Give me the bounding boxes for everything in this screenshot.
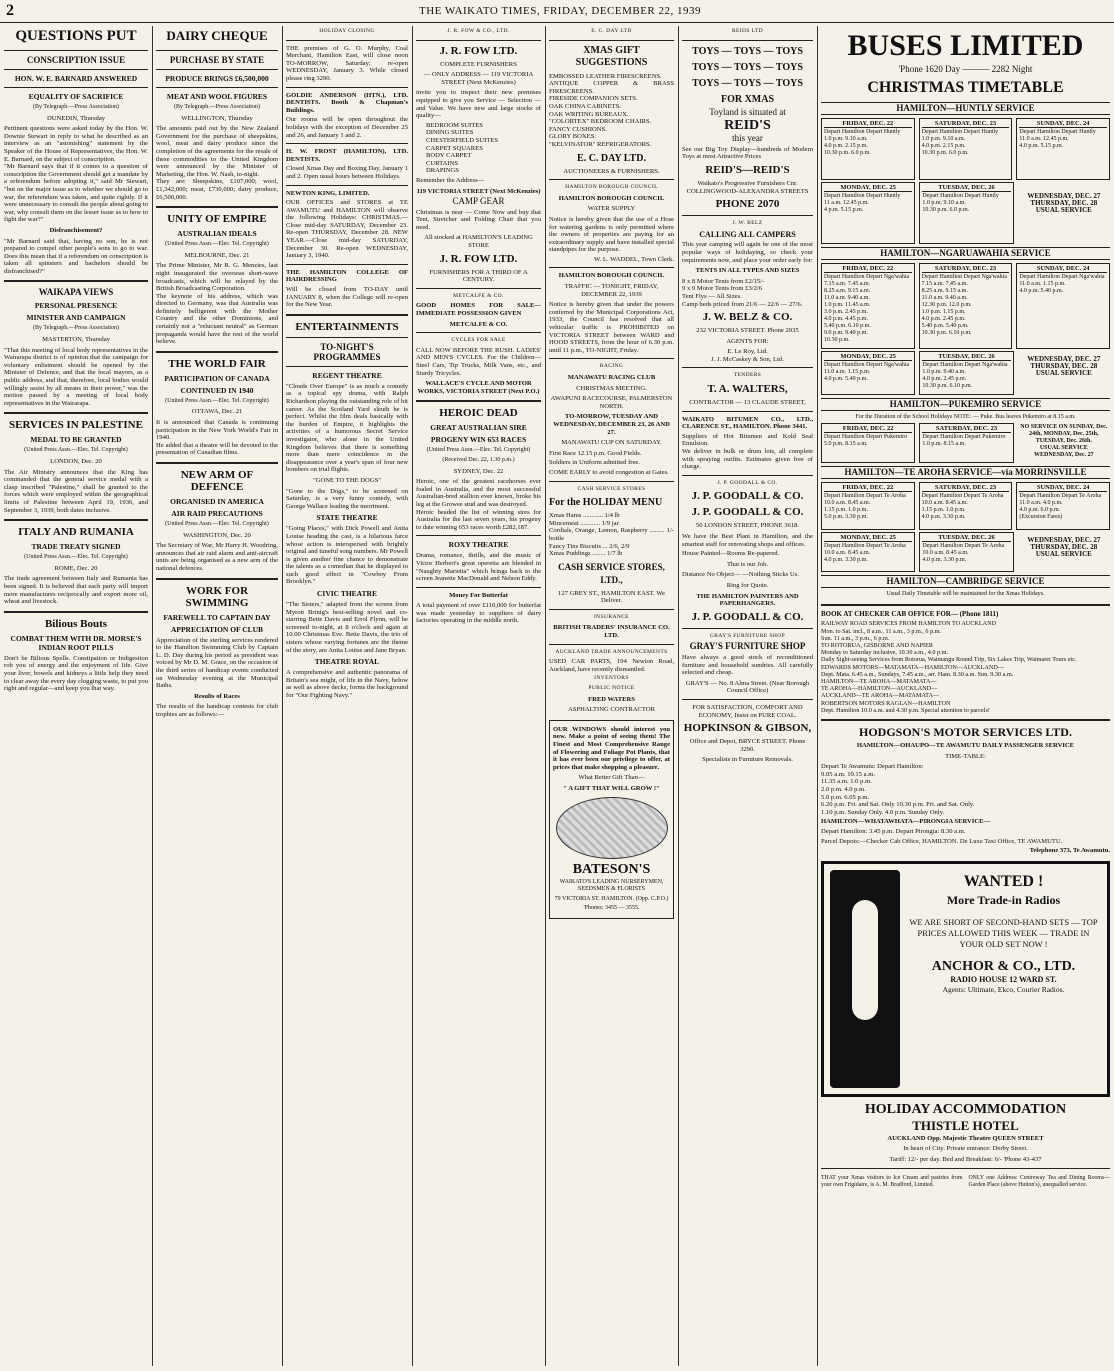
bateson-gift: " A GIFT THAT WILL GROW !" (563, 784, 660, 792)
byline: (By Telegraph.—Press Association) (33, 325, 119, 332)
borough-title: HAMILTON BOROUGH COUNCIL (558, 272, 665, 280)
byline: (United Press Assn.—Elec. Tel. Copyright) (426, 447, 531, 454)
radio-ad (821, 861, 1110, 1097)
buses-limited: BUSES LIMITED (847, 29, 1084, 62)
radio-body: WE ARE SHORT OF SECOND-HAND SETS — TOP PRICES ALLOWED THIS WEEK — TRADE IN YOUR OLD SET NOW ! (909, 916, 1098, 949)
timetable-note: WEDNESDAY, DEC. 27 THURSDAY, DEC. 28 USUAL SERVICE (1027, 354, 1101, 377)
timetable-cell: MONDAY, DEC. 25 Depart Hamilton Depart Nga'wahia 11.0 a.m. 1.15 p.m. 4.0 p.m. 5.40 p.m. (821, 351, 915, 395)
pound-sign-graphic (830, 870, 900, 1088)
hodgson-sub: HAMILTON—OHAUPO—TE AWAMUTU DAILY PASSENGER SERVICE (856, 742, 1075, 750)
water-supply: WATER SUPPLY (587, 205, 636, 213)
article-body: The Secretary of War, Mr Harry H. Woodring, announces that air raid alarm and anti-aircraft units are being organised as a new arm of the national defences. (156, 542, 278, 572)
timetable-cell: MONDAY, DEC. 25 Depart Hamilton Depart Te Aroha 10.0 a.m. 8.45 a.m. 4.0 p.m. 3.30 p.m. (821, 532, 915, 572)
ad-wallace: WALLACE'S CYCLE AND MOTOR WORKS, VICTORIA STREET (Next P.O.) (417, 380, 540, 395)
this-year: this year (732, 133, 763, 144)
subhead-regent: REGENT THEATRE (312, 370, 382, 380)
used-cars: USED CAR PARTS, 194 Newton Road, Auckland, have recently dismantled. (549, 658, 674, 673)
subhead-combat: COMBAT THEM WITH DR. MORSE'S INDIAN ROOT PILLS (10, 633, 142, 652)
subhead-equality: EQUALITY OF SACRIFICE (28, 92, 124, 101)
route-title: HAMILTON—NGARUAWAHIA SERVICE (821, 247, 1110, 260)
ad-camp-gear: CAMP GEAR (452, 196, 505, 207)
subhead-royal: THEATRE ROYAL (314, 657, 380, 667)
ad-goldie-title: GOLDIE ANDERSON (HTN.), LTD. DENTISTS. Booth & Chapman's Buildings. (286, 91, 408, 114)
headline-dairy: DAIRY CHEQUE (166, 28, 268, 43)
ad-stocked: All stocked at HAMILTON'S LEADING STORE (424, 234, 533, 250)
ad-newton-title: NEWTON KING, LIMITED. (286, 189, 370, 197)
fred-waters-sub: ASPHALTING CONTRACTOR (567, 706, 655, 714)
ad-label: INSURANCE (593, 613, 630, 620)
column-5 (545, 26, 678, 1366)
headline-world-fair: THE WORLD FAIR (168, 357, 266, 370)
ad-label: CASH SERVICE STORES (577, 485, 646, 492)
ad-label: J. R. FOW & CO., LTD. (447, 28, 510, 34)
dateline: DUNEDIN, Thursday (46, 114, 106, 122)
for-xmas: FOR XMAS (720, 93, 775, 105)
column-6 (678, 26, 817, 1366)
article-body: "Clouds Over Europe" is as much a comedy as a topical spy drama, with Ralph Richardson playing the outstanding role of hit career. As the Scotland Yard sleuth he is perfect. Whilst the film deals basically with the burden of Empire, it highlights the activities of a humorous Secret Service investigator, who alone in the United Kingdom believes that there is something more than mere coincidence in the disappearance over a year's span of four new bombers on trial flights. (286, 382, 408, 474)
byline: (United Press Assn.—Elec. Tel. Copyright) (165, 521, 269, 527)
subhead-state: STATE THEATRE (316, 513, 378, 523)
article-body: The Air Ministry announces that the King has commanded that the general service medal with a clasp inscribed "Palestine," shall be granted to the forces which were employed within the geographical limits of Palestine between April 19, 1936, and September 3, 1939, both dates inclusive. (4, 468, 148, 514)
tent-list: 8 x 8 Motor Tents from £2/15/- 9 x 9 Motor Tents from £3/2/6 Tent Flys — All Sizes. Camp beds priced from 21/6 — 22/6 — 27/6. (682, 277, 803, 308)
ad-frost-body: Closed Xmas Day and Boxing Day, January 1 and 2. Open usual hours between Holidays. (286, 165, 408, 180)
subhead-australian: AUSTRALIAN IDEALS (177, 229, 257, 239)
article-body: A comprehensive and authentic panorama of Britain's sea might, of life in the Navy, below as well as above decks, forms the background for "Our Fighting Navy." (286, 669, 408, 699)
goodall: J. P. GOODALL & CO. (691, 506, 804, 519)
subhead-appreciation: APPRECIATION OF CLUB (170, 624, 264, 634)
checker-body: RAILWAY ROAD SERVICES FROM HAMILTON TO AUCKLAND Mon. to Sat. incl., 8 a.m., 11 a.m., 3 p.m., 6 p.m. Sun. 11 a.m., 3 p.m., 6 p.m. TO ROTORUA, GISBORNE AND NAPIER Monday to Saturday inclusive, 10.30 a.m., 4.0 p.m. Daily Sight-seeing Services from Rotorua, Waimangu Round Trip, Six Lakes Trip, Waimarei Tours etc. EDWARDS MOTORS—MATAMATA—HAMILTON—AUCKLAND— Dept. Mata. 6.45 a.m., Sundays, 7.45 a.m., arr. Ham. 8.30 a.m. Sun. 9.30 a.m. HAMILTON—TE AROHA—MATAMATA— TE AROHA—HAMILTON—AUCKLAND— AUCKLAND—TE AROHA—MATAMATA— ROBERTSON MOTORS RAGLAN—HAMILTON Dept. Hamilton 10.0 a.m. and 4.30 p.m. Special attention to parcels! (821, 620, 1077, 714)
article-body: It is announced that Canada is continuing participation in the New York World's Fair in 1940. He added that a theatre will be devoted to the presentation of Canadian films. (156, 419, 278, 457)
ad-college-body: Will be closed from TO-DAY until JANUARY 8, when the College will re-open for the New Year. (286, 286, 408, 309)
ad-fow-address: — ONLY ADDRESS — 119 VICTORIA STREET (Next McKenzies) (423, 71, 534, 86)
goodall: J. P. GOODALL & CO. (691, 490, 804, 503)
timetable-cell: SUNDAY, DEC. 24 Depart Hamilton Depart Nga'wahia 11.0 a.m. 1.15 p.m. 4.0 p.m. 5.40 p.m. (1016, 263, 1110, 349)
holiday-menu: For the HOLIDAY MENU (549, 497, 663, 509)
dateline: ROME, Dec. 20 (54, 564, 98, 572)
article-body: "The Sisters," adapted from the screen from Myron Brinig's best-selling novel and co-starring Bette Davis and Errol Flynn, will be screened to-night, at 8 o'clock and again at 10.00 Christmas Eve. Bette Davis, the trio of sisters whose varying fortunes are the theme of the story, are Anita Louise and Jane Bryan. (286, 601, 408, 654)
hopkinson-head: FOR SATISFACTION, COMFORT AND ECONOMY, Insist on PURE COAL. (692, 703, 803, 719)
article-body: Pertinent questions were asked today by the Hon. W. Downie Stewart in reply to what he described as an interview as an "astonishing" statement by the Speaker of the House of Representatives, the Hon. W. E. Barnard, on the subject of conscription. "Mr Barnard says that if it comes to a question of conscription the Government should get a mandate by a referendum before adopting it," said Mr Stewart, "but on the major issue as to whether we should go to war, the referendum was taken, and quite rightly. If it were unnecessary to consult the people about going to war, why consult them on the lesser issue as to how to fight the war?" (4, 125, 148, 224)
article-body: "Going Places," with Dick Powell and Anita Louise heading the cast, is a hilarious farce whose action is interspersed with brightly original and tuneful song numbers. Mr Powell is given another fine chance to demonstrate the talents as a comedian that he displayed to such good effect in "Cowboy From Brooklyn." (286, 525, 408, 586)
subhead-gone-dogs: "GONE TO THE DOGS" (313, 476, 381, 484)
subhead-roxy: ROXY THEATRE (448, 540, 509, 550)
race-dates: TO-MORROW, TUESDAY AND WEDNESDAY, DECEMBER 23, 26 AND 27. (553, 413, 670, 436)
article-body: "Mr Barnard said that, having no son, he is not prepared to compel other people's sons to go to war. Does this mean that if a referendum on conscription is taken all spinsters and bachelors should be disfranchised?" (4, 237, 148, 275)
soldiers: Soldiers in Uniform admitted free. (549, 459, 641, 467)
ad-label: J. W. BELZ (732, 220, 763, 227)
timetable-cell: FRIDAY, DEC. 22 Depart Hamilton Depart Huntly 1.0 p.m. 9.10 a.m. 4.0 p.m. 2.15 p.m. 10.30 p.m. 6.0 p.m. (821, 118, 915, 180)
traffic-notice: TRAFFIC — TONIGHT, FRIDAY, DECEMBER 22, 1939 (564, 283, 659, 298)
christmas-meeting: CHRISTMAS MEETING. (576, 384, 647, 392)
subhead-money: Money For Butterfat (449, 591, 508, 599)
walters-sub: CONTRACTOR — 13 CLAUDE STREET, (689, 399, 806, 407)
menu-list: Xmas Hams ............ 1/4 lb Mincemeat ............ 1/9 jar Cordials, Orange, Lemon, Raspberry ......... 1/- bottle Fancy Tins Biscuits ... 2/6, 2/9 Xmas Puddings ........ 1/7 lb (549, 512, 674, 558)
headline-questions-put: QUESTIONS PUT (15, 28, 137, 44)
timetable-cell: FRIDAY, DEC. 22 Depart Hamilton Depart Te Aroha 10.0 a.m. 8.45 a.m. 1.15 p.m. 1.0 p.m. 5.0 p.m. 3.30 p.m. (821, 482, 915, 530)
agents-list: E. Le Roy, Ltd. J. J. McCaskey & Son, Ltd. (711, 348, 784, 363)
ad-fow-address2: 119 VICTORIA STREET (Next McKenzies) (416, 187, 541, 195)
ring: Ring for Quote. (726, 581, 769, 589)
ad-fow-list: BEDROOM SUITES DINING SUITES CHESTERFIELD SUITES CARPET SQUARES BODY CARPET CURTAINS DRAPINGS (426, 121, 498, 175)
ad-label: J. P. GOODALL & CO. (717, 479, 778, 486)
subhead-progeny: PROGENY WIN 653 RACES (430, 435, 527, 445)
bateson-ad (549, 720, 674, 919)
byline: (By Telegraph.—Press Association) (33, 104, 119, 110)
bateson-sub: WAIKATO'S LEADING NURSERYMEN, SEEDSMEN & FLORISTS (559, 878, 664, 893)
timetable-cell: TUESDAY, DEC. 26 Depart Hamilton Depart Huntly 1.0 p.m. 9.10 a.m. 10.30 p.m. 6.0 p.m. (919, 182, 1013, 244)
grays-body: Have always a good stock of reconditioned furniture and household sundries. All carefully selected and cheap. (682, 653, 813, 677)
bateson-question: What Better Gift Than— (578, 774, 645, 782)
belz: J. W. BELZ & CO. (702, 311, 793, 324)
waikato-bitumen: WAIKATO BITUMEN CO., LTD., CLARENCE ST., HAMILTON. Phone 3441. (682, 415, 813, 431)
article-body: Drama, romance, thrills, and the music of Victor Herbert's great operetta are blended in "Naughty Marietta" which brings back to the screen Jeanette MacDonald and Nelson Eddy. (416, 552, 541, 583)
checker-cab: BOOK AT CHECKER CAB OFFICE FOR— (Phone 1811) (821, 609, 999, 618)
reids-phone: PHONE 2070 (715, 198, 780, 211)
footer-left-ad: THAT your Xmas visitors to Ice Cream and pastries from your own Frigidaire, is A. M. Bradford, Limited. (821, 1174, 963, 1189)
anchor: ANCHOR & CO., LTD. (931, 958, 1076, 974)
column-2 (152, 26, 282, 1366)
subhead-farewell: FAREWELL TO CAPTAIN DAY (163, 612, 271, 622)
thistle-line: AUCKLAND Opp. Majestic Theatre QUEEN STREET (887, 1134, 1044, 1142)
ad-label: E. C. DAY LTD (591, 28, 632, 34)
article-body: A total payment of over £110,000 for butterfat was made yesterday to suppliers of dairy factories operating in the middle north. (416, 602, 541, 625)
hodgson-pirongia: HAMILTON—WHATAWHATA—PIRONGIA SERVICE— (821, 818, 991, 826)
manawatu: MANAWATU RACING CLUB (567, 374, 656, 381)
christmas-timetable: CHRISTMAS TIMETABLE (867, 78, 1064, 96)
toys-line: TOYS — TOYS — TOYS (692, 77, 803, 89)
agents-for: AGENTS FOR: (726, 337, 769, 345)
subhead-conscription: CONSCRIPTION ISSUE (26, 55, 126, 65)
ad-fow-remember: Remember the Address— (416, 176, 485, 184)
grey-street: 127 GREY ST., HAMILTON EAST. We Deliver. (558, 589, 665, 605)
ad-label: CYCLES FOR SALE (451, 337, 506, 344)
thistle-heart: In heart of City. Private entrance: Derby Street. (903, 1145, 1028, 1153)
house-painted: House Painted—Rooms Re-papered. (682, 550, 780, 558)
ad-label: HAMILTON BOROUGH COUNCIL (565, 184, 658, 191)
goodall-address: 50 LONDON STREET, PHONE 3618. (695, 522, 800, 530)
flower-illustration (556, 797, 668, 859)
bateson-head: OUR WINDOWS should interest you now. Make a point of seeing them! The Finest and Most Comprehensive Range of Flowering and Foliage Pot Plants, that it has ever been our privilege to offer, at prices that make shopping a pleasure. (553, 725, 670, 771)
come-early: COME EARLY to avoid congestion at Gates. (549, 468, 669, 476)
column-1 (0, 26, 152, 1366)
headline-heroic: HEROIC DEAD (439, 407, 518, 420)
reids-address: Waikato's Progressive Furnishers Cnr. COLLINGWOOD-ALEXANDRA STREETS (686, 179, 809, 195)
our-job: That is our Job. (726, 560, 769, 568)
ad-label: METCALFE & CO. (453, 292, 504, 299)
article-body: The amounts paid out by the New Zealand Government for the purchase of sheepskins, wool, meat and dairy produce since the completion of the agreements for the resale of these commodities to the United Kingdom were announced by the Minister of Marketing, the Hon. W. Nash, to-night. They are: Sheepskins, £107,000; wool, £1,342,000; meat, £730,000; dairy produce, £6,500,000. (156, 125, 278, 201)
ad-metcalfe-name: METCALFE & CO. (449, 320, 508, 328)
ad-goldie-body: Our rooms will be open throughout the holidays with the exception of December 25 and 26, and January 1 and 2. (286, 116, 408, 139)
ad-day-name: E. C. DAY LTD. (577, 152, 646, 164)
ad-fow2-sub: FURNISHERS FOR A THIRD OF A CENTURY. (429, 268, 528, 284)
ad-fow-body: invite you to inspect their new premises equipped to give you Service — Selection — and Value. We have new and large stocks of quality— (416, 89, 541, 120)
timetable-note: WEDNESDAY, DEC. 27 THURSDAY, DEC. 28 USUAL SERVICE (1027, 191, 1101, 214)
buses-phone: 'Phone 1620 Day ——— 2282 Night (898, 64, 1033, 74)
ad-label: TENDERS (733, 372, 762, 379)
painters: THE HAMILTON PAINTERS AND PAPERHANGERS. (696, 592, 799, 608)
article-body: The Prime Minister, Mr R. G. Menzies, last night inaugurated the overseas short-wave broadcasts, which will be relayed by the British Broadcasting Corporation. The keynote of his address, which was directed to Germany, was that Australia was definitely belligerent with the Mother Country and the other Dominions, and certainly not a "reluctant neutral" as German propaganda would have the rest of the world believe. (156, 262, 278, 346)
ad-label: AUCKLAND TRADE ANNOUNCEMENTS (555, 648, 668, 655)
byline: (United Press Assn.—Elec. Tel. Copyright) (24, 447, 128, 454)
headline-waikapa: WAIKAPA VIEWS (38, 287, 114, 298)
headline-bilious: Bilious Bouts (44, 617, 108, 630)
ad-label: PUBLIC NOTICE (588, 685, 635, 692)
byline: (United Press Assn.—Elec. Tel. Copyright) (24, 554, 128, 561)
subhead-personal: PERSONAL PRESENCE (34, 301, 118, 311)
headline-new-arm: NEW ARM OF DEFENCE (180, 469, 254, 493)
received: (Received Dec. 22, 1.30 p.m.) (442, 456, 515, 463)
page-number: 2 (6, 2, 15, 19)
cambridge-note: Usual Daily Timetable will be maintained for the Xmas Holidays. (886, 591, 1045, 598)
wanted: WANTED ! (963, 872, 1044, 890)
thistle-hotel: THISTLE HOTEL (912, 1117, 1019, 1133)
reids-body: See our Big Toy Display—hundreds of Modern Toys at most Attractive Prices (682, 145, 813, 161)
subhead-minister: MINISTER AND CAMPAIGN (26, 313, 126, 323)
ad-label: RACING (599, 363, 624, 370)
ad-murphy: THE premises of G. O. Murphy, Coal Merchant, Hamilton East, will close noon TO-MORROW, Saturday; re-open WEDNESDAY, January 3. While closed please ring 3290. (286, 44, 408, 82)
article-body: Appreciation of the sterling services rendered to the Hamilton Swimming Club by Captain L. D. Day during his period as president was voiced by Mr D. M. Grace, on the occasion of the third series of handicap events conducted on Wednesday evening at the Municipal Baths. (156, 636, 278, 690)
water-body: Notice is hereby given that the use of a Hose for watering gardens is only permitted where the owners of properties are paying for an extraordinary supply and have installed special standpipes for the purpose. (549, 215, 674, 254)
dateline: WASHINGTON, Dec. 20 (183, 531, 251, 539)
subhead-disfranchisement: Disfranchisement? (49, 226, 103, 234)
column-7 (817, 26, 1114, 1366)
footer-right-ad: ONLY one Address: Centreway Tea and Dining Rooms—Garden Place (above Hutton's), unequalled service. (968, 1174, 1110, 1189)
headline-entertainments: ENTERTAINMENTS (295, 320, 399, 333)
subhead-air-raid: AIR RAID PRECAUTIONS (171, 509, 263, 518)
ad-day-sub: AUCTIONEERS & FURNISHERS. (563, 167, 660, 175)
hodgson-phone: Telephone 373, Te Awamutu. (1029, 847, 1110, 855)
ad-label: GRAY'S FURNITURE SHOP (709, 632, 786, 639)
subhead-purchase: PURCHASE BY STATE (169, 55, 265, 65)
reids: REID'S (724, 118, 771, 134)
masthead (0, 0, 1114, 23)
tents: TENTS IN ALL TYPES AND SIZES (695, 267, 800, 275)
subhead-tonight: TO-NIGHT'S PROGRAMMES (313, 341, 381, 362)
hodgson-pirongia-times: Depart Hamilton: 3.45 p.m. Depart Pirongia: 8.30 a.m. (821, 827, 966, 835)
reids2: REID'S—REID'S (705, 163, 790, 176)
ad-xmas-gift: XMAS GIFT SUGGESTIONS (575, 44, 648, 68)
dateline: MASTERTON, Thursday (42, 336, 110, 344)
ad-cycles-body: CALL NOW BEFORE THE RUSH. LADIES' AND MEN'S CYCLES. For the Children—Steel Cars, Tip Trucks, Milk Vans, etc., and Sturdy Tricycles. (416, 346, 541, 377)
distance: Distance No Object— —Nothing Sticks Us. (682, 571, 799, 579)
timetable-cell: FRIDAY, DEC. 22 Depart Hamilton Depart Nga'wahia 7.15 a.m. 7.45 a.m. 8.25 a.m. 9.15 a.m. 11.0 a.m. 9.40 a.m. 1.0 p.m. 11.45 a.m. 3.0 p.m. 2.45 p.m. 4.0 p.m. 4.45 p.m. 5.40 p.m. 6.10 p.m. 9.0 p.m. 9.40 p.m. 10.30 p.m. (821, 263, 915, 349)
goodall: J. P. GOODALL & CO. (691, 610, 804, 623)
headline-palestine: SERVICES IN PALESTINE (9, 419, 143, 432)
subhead-produce: PRODUCE BRINGS £6,500,000 (165, 74, 269, 83)
dateline: OTTAWA, Dec. 21 (191, 408, 243, 416)
ad-fow2-title: J. R. FOW LTD. (439, 252, 518, 265)
subhead-sire: GREAT AUSTRALIAN SIRE (430, 423, 527, 433)
subhead-organised: ORGANISED IN AMERICA (170, 497, 264, 506)
fred-waters: FRED WATERS (588, 695, 635, 703)
timetable-cell: SUNDAY, DEC. 24 Depart Hamilton Depart Te Aroha 11.0 a.m. 4.0 p.m. 4.0 p.m. 6.0 p.m. (Excursion Fares) (1016, 482, 1110, 530)
column-3 (282, 26, 412, 1366)
btic: BRITISH TRADERS' INSURANCE CO. LTD. (553, 624, 670, 640)
headline-swimming: WORK FOR SWIMMING (185, 584, 249, 609)
radio-agents: Agents: Ultimate, Ekco, Courier Radios. (942, 985, 1065, 995)
bateson-name: BATESON'S (572, 861, 651, 877)
article-body: "Gone to the Dogs," to be screened on Saturday, is a very funny comedy, with George Wallace leading the merriment. (286, 487, 408, 510)
ad-fow-title: J. R. FOW LTD. (439, 44, 518, 57)
timetable-note: WEDNESDAY, DEC. 27 THURSDAY, DEC. 28 USUAL SERVICE (1027, 536, 1101, 559)
pukemiro-note: For the Duration of the School Holidays NOTE: — Puke. Bus leaves Pukemiro at 8.15 a.m. (855, 413, 1076, 420)
dateline: MELBOURNE, Dec. 21 (184, 251, 250, 259)
ad-newton-body: OUR OFFICES and STORES at TE AWAMUTU and HAMILTON will observe the following Holidays: CHRISTMAS.—Close mid-day SATURDAY, December 23. Re-open THURSDAY, December 28. NEW YEAR.—Close mid-day SATURDAY, December 30. Re-open WEDNESDAY, January 3, 1940. (286, 199, 408, 260)
toys-line: TOYS — TOYS — TOYS (692, 61, 803, 73)
ad-label: HOLIDAY CLOSING (319, 28, 375, 34)
subhead-trade: TRADE TREATY SIGNED (31, 542, 121, 552)
subhead-civic: CIVIC THEATRE (317, 589, 377, 599)
grays-address: GRAY'S — No. 8 Alma Street. (Near Borough Council Office) (685, 679, 810, 695)
toys-line: TOYS — TOYS — TOYS (692, 45, 803, 57)
dateline: WELLINGTON, Thursday (181, 114, 253, 122)
subhead-medal: MEDAL TO BE GRANTED (30, 435, 122, 445)
timetable-cell: SUNDAY, DEC. 24 Depart Hamilton Depart Huntly 11.0 a.m. 12.45 p.m. 4.0 p.m. 5.15 p.m. (1016, 118, 1110, 180)
trade-in: More Trade-in Radios (946, 892, 1061, 907)
timetable-cell: SATURDAY, DEC. 23 Depart Hamilton Depart Nga'wahia 7.15 a.m. 7.45 a.m. 8.25 a.m. 9.15 a.m. 11.0 a.m. 9.40 a.m. 12.30 p.m. 12.0 p.m. 1.0 p.m. 1.15 p.m. 4.0 p.m. 2.45 p.m. 5.40 p.m. 5.40 p.m. 10.30 p.m. 6.10 p.m. (919, 263, 1013, 349)
ad-gift-list: EMBOSSED LEATHER FIRESCREENS. ANTIQUE COPPER & BRASS FIRESCREENS. FIRESIDE COMPANION SETS. OAK CHINA CABINETS. OAK WRITING BUREAUX. "COLORTEX" BEDROOM CHAIRS. FANCY CUSHIONS. GLORY BOXES. "KELVINATOR" REFRIGERATORS. (549, 72, 674, 148)
timetable-cell: TUESDAY, DEC. 26 Depart Hamilton Depart Nga'wahia 1.0 p.m. 9.40 a.m. 4.0 p.m. 2.45 p.m. 10.30 p.m. 6.10 p.m. (919, 351, 1013, 395)
newspaper-title: THE WAIKATO TIMES, FRIDAY, DECEMBER 22, 1939 (418, 5, 702, 17)
dateline: SYDNEY, Dec. 22 (453, 467, 504, 475)
calling-campers: CALLING ALL CAMPERS (699, 229, 796, 239)
article-body: The trade agreement between Italy and Rumania has been signed. It is believed that each party will import more manufactures reciprocally and export more oil, wheat and livestock. (4, 575, 148, 606)
ad-frost-title: H. W. FROST (HAMILTON), LTD. DENTISTS. (286, 148, 408, 163)
hodgson-parcel: Parcel Depots:—Checker Cab Office, HAMILTON. De Luxe Taxi Office, TE AWAMUTU. (821, 837, 1063, 845)
hodgson-body: Depart Te Awamutu: Depart Hamilton: 9.05 a.m. 10.15 a.m. 11.35 a.m. 1.0 p.m. 2.0 p.m. 4.0 p.m. 5.0 p.m. 6.05 p.m. 6.20 p.m. Fri. and Sat. Only 10.30 p.m. Fri. and Sat. Only. 1.10 p.m. Sunday Only. 4.0 p.m. Sunday Only. (821, 763, 975, 816)
subhead-continued: CONTINUED IN 1940 (180, 385, 254, 395)
bateson-phone: 'Phones: 3455 — 3555. (583, 905, 640, 912)
headline-unity: UNITY OF EMPIRE (167, 213, 267, 226)
subhead-meat: MEAT AND WOOL FIGURES (166, 92, 268, 101)
belz-address: 232 VICTORIA STREET. Phone 2935 (696, 327, 799, 335)
grays: GRAY'S FURNITURE SHOP (689, 641, 806, 652)
headline-italy: ITALY AND RUMANIA (18, 526, 134, 539)
manawatu-cup: MANAWATU CUP ON SATURDAY. (561, 439, 662, 447)
first-race: First Race 12.15 p.m. Good Fields. (549, 449, 642, 457)
bitumen-body: Suppliers of Hot Bitumen and Kold Seal Emulsion. We deliver in bulk or drum lots, all complete with spraying outfits. Estimates given free of charge. (682, 432, 813, 471)
goodall-body: We have the Best Plant in Hamilton, and the smartest staff for renovating shops and offices. (682, 533, 813, 548)
byline: (United Press Assn.—Elec. Tel. Copyright) (165, 397, 269, 404)
traffic-body: Notice is hereby given that under the powers conferred by the Municipal Corporations Act, 1933, the Council has resolved that all vehicular traffic is PROHIBITED on VICTORIA STREET between WARD and HOOD STREETS, from the hour of 6.30 p.m. until 11 p.m., TO-NIGHT, Friday. (549, 301, 674, 354)
timetable-cell: SATURDAY, DEC. 23 Depart Hamilton Depart Te Aroha 10.0 a.m. 8.45 a.m. 1.15 p.m. 1.0 p.m. 4.0 p.m. 3.30 p.m. (919, 482, 1013, 530)
article-body: "That this meeting of local body representatives in the Wairarapa district is of opinion that the campaign for voluntary enlistment should be opened by the Minister of Defence, and that the local mayors, as a public address, and that, therefore, local bodies would willingly assist by all means in their power," was the motion passed by a meeting of local body representatives in the Wairarapa. (4, 346, 148, 407)
hopkinson: HOPKINSON & GIBSON, (683, 722, 812, 735)
article-body: The results of the handicap contests for club trophies are as follows:— (156, 703, 278, 718)
thistle-tariff: Tariff: 12/- per day. Bed and Breakfast: 6/- 'Phone 43-437 (889, 1155, 1042, 1163)
ad-metcalfe-head: GOOD HOMES FOR SALE—IMMEDIATE POSSESSION GIVEN (416, 302, 541, 318)
subhead-canada: PARTICIPATION OF CANADA (164, 373, 270, 383)
ad-camp-body: Christmas is near — Come Now and buy that Tent, Stretcher and Folding Chair that you need. (416, 208, 541, 231)
ad-college-title: THE HAMILTON COLLEGE OF HAIRDRESSING (286, 268, 408, 284)
hodgson: HODGSON'S MOTOR SERVICES LTD. (859, 725, 1072, 740)
timetable-cell: MONDAY, DEC. 25 Depart Hamilton Depart Huntly 11 a.m. 12.45 p.m. 4 p.m. 5.15 p.m. (821, 182, 915, 244)
bateson-address: 79 VICTORIA ST. HAMILTON. (Opp. C.P.O.) (554, 895, 669, 902)
timetable-cell: SATURDAY, DEC. 23 Depart Hamilton Depart Pukemiro 1.0 p.m. 8.15 a.m. (919, 423, 1013, 463)
ad-label: REIDS LTD (731, 28, 764, 34)
route-title: HAMILTON—HUNTLY SERVICE (821, 102, 1110, 115)
toyland: Toyland is situated at (709, 106, 786, 117)
radio-house: RADIO HOUSE 12 WARD ST. (950, 974, 1057, 984)
calling-body: This year camping will again be one of the most popular ways of holidaying, so check your requirements now, and place your order early for: (682, 241, 813, 264)
byline: (By Telegraph.—Press Association) (174, 104, 260, 110)
town-clerk: W. L. WADDEL, Town Clerk. (594, 255, 674, 263)
timetable-cell: FRIDAY, DEC. 22 Depart Hamilton Depart Pukemiro 5.0 p.m. 8.15 a.m. (821, 423, 915, 463)
holiday-accommodation: HOLIDAY ACCOMMODATION (864, 1101, 1067, 1117)
cash-stores: CASH SERVICE STORES, LTD., (558, 561, 665, 585)
article-body: Heroic, one of the greatest racehorses ever foaled in Australia, and the most successful Australian-bred stallion ever known, broke his leg at the Growee stud and was destroyed. Heroic headed the list of winning sires for Australia for the last seven years, his progeny to date winning 653 races worth £282,187. (416, 478, 541, 531)
route-title: HAMILTON—TE AROHA SERVICE—via MORRINSVILLE (821, 466, 1110, 479)
hodgson-timetable: TIME-TABLE: (945, 752, 986, 760)
borough-title: HAMILTON BOROUGH COUNCIL (558, 194, 665, 202)
hopkinson-sub: Office and Depot, BRYCE STREET. Phone 3290. (689, 738, 806, 753)
route-title: HAMILTON—CAMBRIDGE SERVICE (821, 575, 1110, 588)
subhead-results: Results of Races (194, 692, 240, 700)
column-4 (412, 26, 545, 1366)
timetable-cell: SATURDAY, DEC. 23 Depart Hamilton Depart Huntly 1.0 p.m. 9.10 a.m. 4.0 p.m. 2.15 p.m. 10.30 p.m. 6.0 p.m. (919, 118, 1013, 180)
dateline: LONDON, Dec. 20 (50, 458, 102, 465)
timetable-cell: TUESDAY, DEC. 26 Depart Hamilton Depart Te Aroha 10.0 a.m. 8.45 a.m. 4.0 p.m. 3.30 p.m. (919, 532, 1013, 572)
hopkinson-spec: Specialists in Furniture Removals. (702, 756, 793, 764)
subhead-barnard: HON. W. E. BARNARD ANSWERED (14, 74, 138, 83)
ad-label: INVENTORS (594, 675, 629, 682)
walters: T. A. WALTERS, (707, 383, 788, 396)
byline: (United Press Assn.—Elec. Tel. Copyright) (165, 241, 269, 248)
article-body: Don't be Bilious Spells. Constipation or Indigestion rob you of energy and the enjoyment of life. Give your liver, bowels and kidneys a little help they need to clear away the every day clogging waste, to put you right and regular—and keep you that way. (4, 654, 148, 693)
ad-fow-sub: COMPLETE FURNISHERS (440, 60, 517, 68)
timetable-note: NO SERVICE ON SUNDAY, Dec. 24th, MONDAY, Dec. 25th, TUESDAY, Dec. 26th. USUAL SERVICE WEDNESDAY, Dec. 27 (1020, 424, 1108, 459)
route-title: HAMILTON—PUKEMIRO SERVICE (821, 398, 1110, 411)
awapuni: AWAPUNI RACECOURSE, PALMERSTON NORTH. (550, 395, 673, 410)
